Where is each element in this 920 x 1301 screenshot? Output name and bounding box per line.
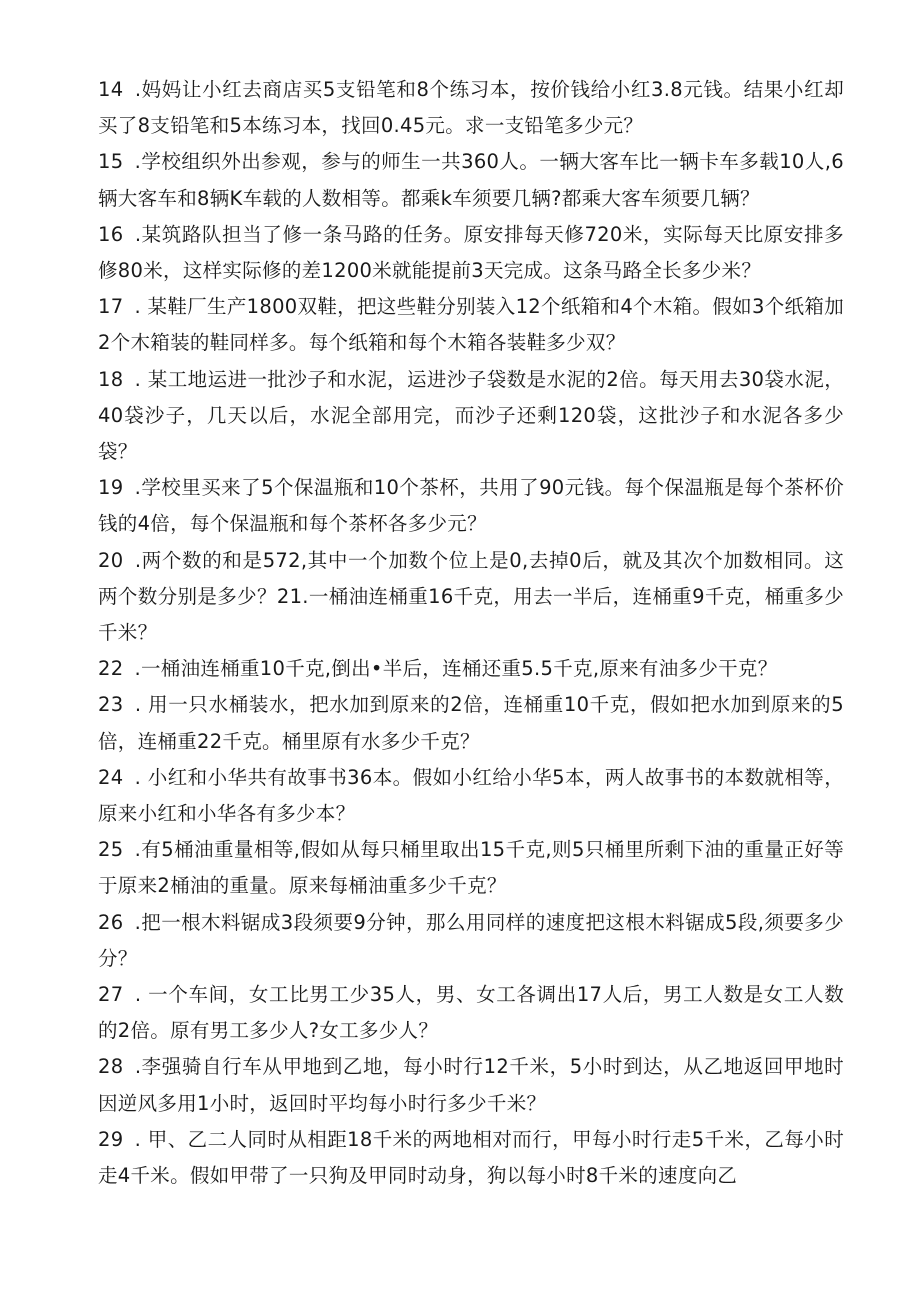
problem-number: 14 [98, 78, 124, 101]
problem-25 [98, 832, 844, 904]
problem-number: 26 [98, 910, 124, 934]
problem-number: 24 [98, 765, 124, 789]
problem-number: 22 [98, 657, 124, 681]
problem-text: .妈妈让小红去商店买5支铅笔和8个练习本，按价钱给小红3.8元钱。结果小红却买了8支铅笔和5本练习本，找回0.45元。求一支铅笔多少元？ [98, 78, 844, 138]
problem-number: 17 [98, 295, 124, 319]
problem-14 [98, 72, 844, 144]
problem-29 [98, 1122, 844, 1194]
document-page [98, 72, 844, 1194]
problem-text: . 一个车间，女工比男工少35人，男、女工各调出17人后，男工人数是女工人数的2倍。原有男工多少人?女工多少人？ [98, 983, 844, 1043]
problem-number: 15 [98, 150, 124, 174]
problem-number: 27 [98, 983, 124, 1007]
problem-text: .学校里买来了5个保温瓶和10个茶杯，共用了90元钱。每个保温瓶是每个茶杯价钱的4倍，每个保温瓶和每个茶杯各多少元？ [98, 476, 844, 536]
problem-text: .学校组织外出参观，参与的师生一共360人。一辆大客车比一辆卡车多载10人,6辆大客车和8辆K车载的人数相等。都乘k车须要几辆?都乘大客车须要几辆？ [98, 150, 844, 210]
problem-15 [98, 144, 844, 216]
problem-text: .两个数的和是572,其中一个加数个位上是0,去掉0后，就及其次个加数相同。这两个数分别是多少？21.一桶油连桶重16千克，用去一半后，连桶重9千克，桶重多少千米？ [98, 548, 844, 645]
problem-number: 19 [98, 476, 124, 500]
problem-text: .李强骑自行车从甲地到乙地，每小时行12千米，5小时到达，从乙地返回甲地时因逆风多用1小时，返回时平均每小时行多少千米？ [98, 1055, 844, 1115]
problem-text: . 小红和小华共有故事书36本。假如小红给小华5本，两人故事书的本数就相等，原来小红和小华各有多少本？ [98, 765, 844, 826]
problem-number: 18 [98, 367, 124, 391]
problem-number: 23 [98, 693, 124, 717]
problem-19 [98, 470, 844, 542]
problem-17 [98, 289, 844, 361]
problem-number: 20 [98, 548, 124, 572]
problem-23 [98, 687, 844, 759]
problem-text: . 某工地运进一批沙子和水泥，运进沙子袋数是水泥的2倍。每天用去30袋水泥，40袋沙子，几天以后，水泥全部用完，而沙子还剩120袋，这批沙子和水泥各多少袋？ [98, 367, 844, 464]
problem-text: . 甲、乙二人同时从相距18千米的两地相对而行，甲每小时行走5千米，乙每小时走4千米。假如甲带了一只狗及甲同时动身，狗以每小时8千米的速度向乙 [98, 1127, 844, 1188]
problem-text: . 某鞋厂生产1800双鞋，把这些鞋分别装入12个纸箱和4个木箱。假如3个纸箱加2个木箱装的鞋同样多。每个纸箱和每个木箱各装鞋多少双？ [98, 295, 844, 355]
problem-number: 16 [98, 222, 124, 246]
problem-20 [98, 543, 844, 652]
problem-24 [98, 760, 844, 832]
problem-28 [98, 1049, 844, 1121]
problem-text: . 用一只水桶装水，把水加到原来的2倍，连桶重10千克，假如把水加到原来的5倍，连桶重22千克。桶里原有水多少千克？ [98, 693, 844, 753]
problem-text: .把一根木料锯成3段须要9分钟，那么用同样的速度把这根木料锯成5段,须要多少分？ [98, 910, 844, 970]
problem-26 [98, 905, 844, 977]
problem-16 [98, 217, 844, 289]
problem-text: .某筑路队担当了修一条马路的任务。原安排每天修720米，实际每天比原安排多修80米，这样实际修的差1200米就能提前3天完成。这条马路全长多少米？ [98, 222, 844, 283]
problem-number: 25 [98, 838, 124, 862]
problem-18 [98, 362, 844, 471]
problem-text: .有5桶油重量相等,假如从每只桶里取出15千克,则5只桶里所剩下油的重量正好等于原来2桶油的重量。原来每桶油重多少千克？ [98, 838, 844, 898]
problem-22 [98, 651, 844, 687]
problem-number: 29 [98, 1127, 124, 1151]
problem-text: .一桶油连桶重10千克,倒出•半后，连桶还重5.5千克,原来有油多少干克？ [128, 657, 778, 681]
problem-27 [98, 977, 844, 1049]
problem-number: 28 [98, 1055, 124, 1079]
